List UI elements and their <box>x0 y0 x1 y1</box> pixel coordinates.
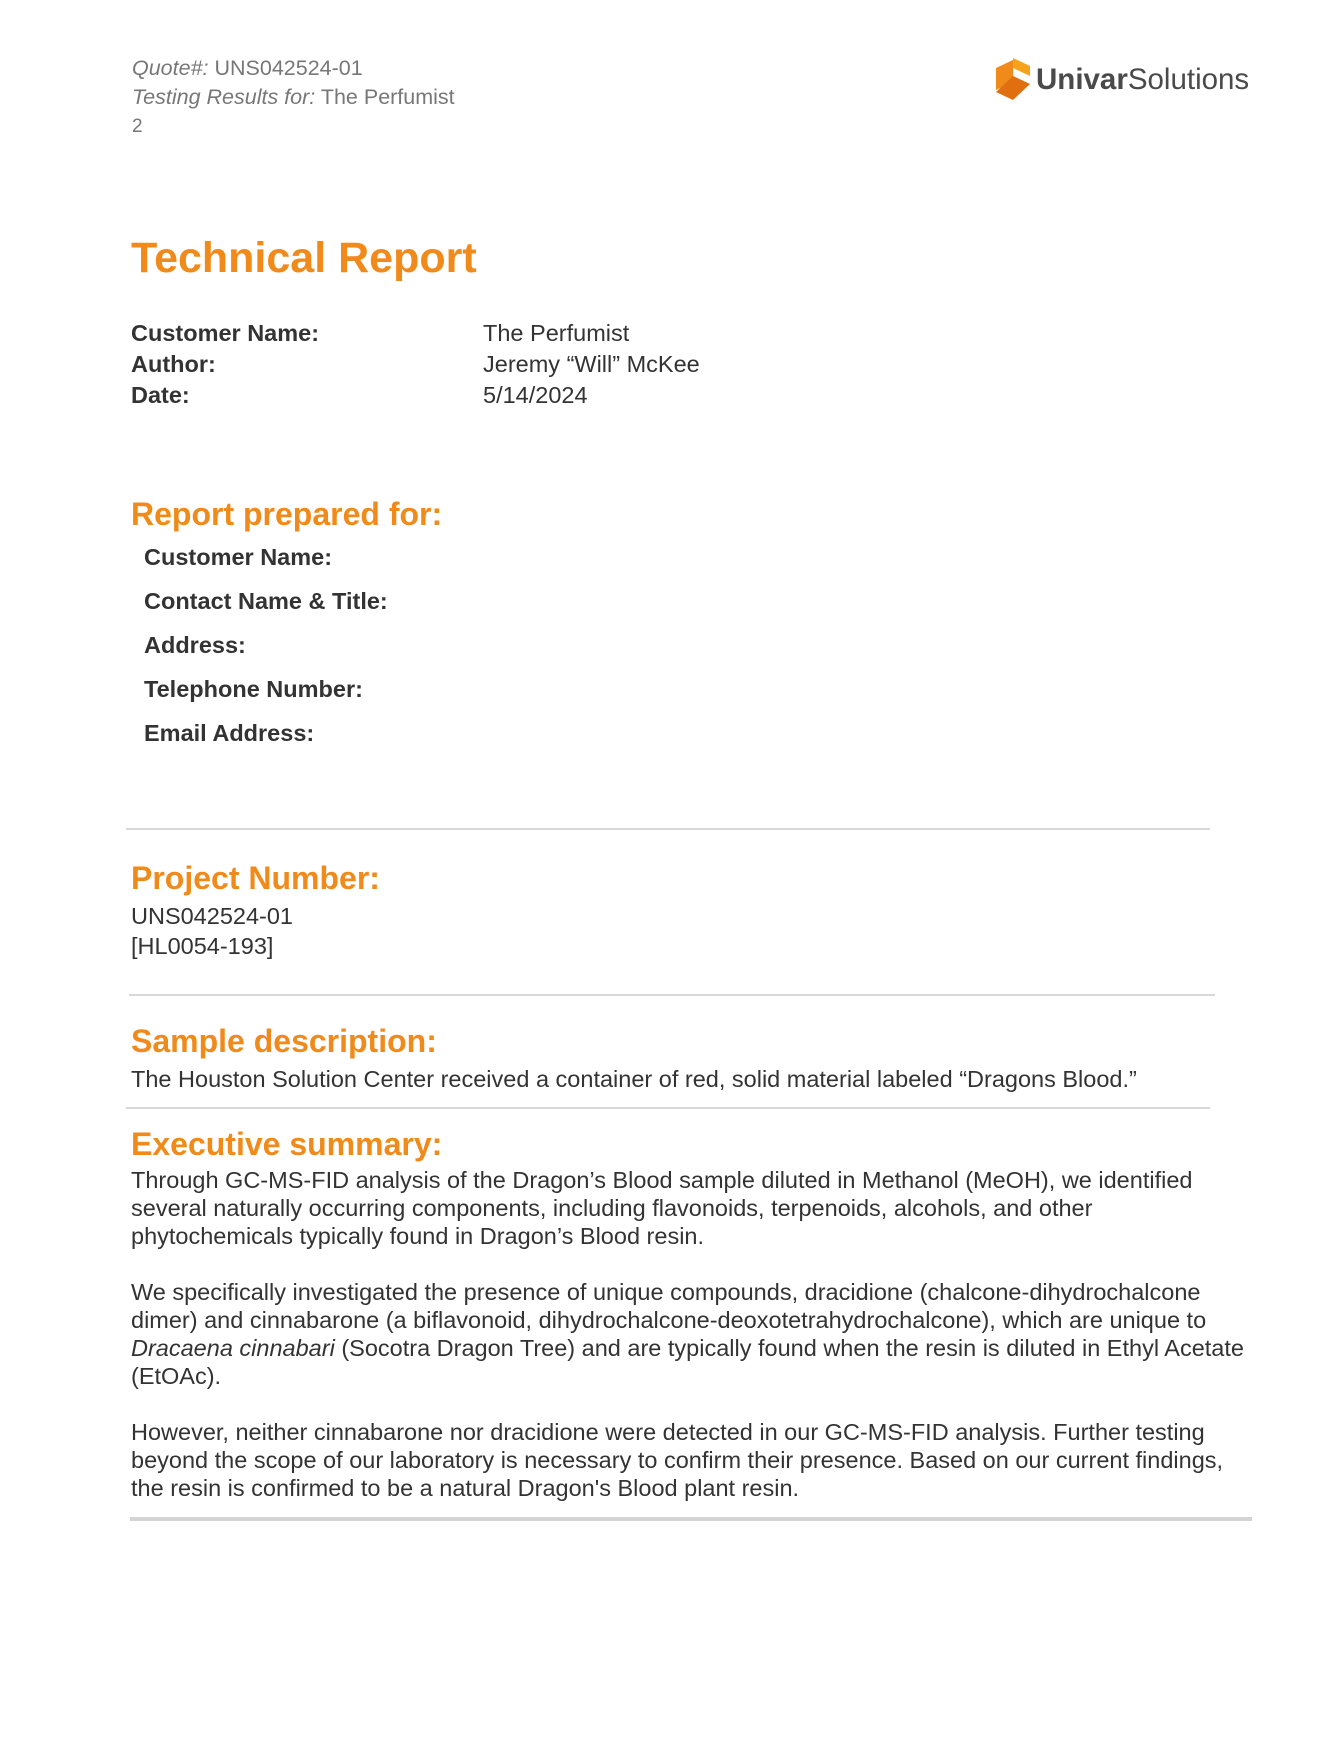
page-title: Technical Report <box>131 234 477 282</box>
prepared-field: Telephone Number: <box>144 676 363 702</box>
prepared-heading: Report prepared for: <box>131 496 443 532</box>
prepared-field: Contact Name & Title: <box>144 588 388 614</box>
divider <box>129 994 1215 996</box>
logo-wordmark: UnivarSolutions <box>1036 63 1250 96</box>
divider-thick <box>130 1517 1252 1521</box>
summary-paragraph: We specifically investigated the presence of unique compounds, dracidione (chalcone-dihydrochalcone dimer) and cinnabarone (a biflavonoid, dihydrochalcone-deoxotetrahydrochalcone), which are unique to Dracaena cinnabari (Socotra Dragon Tree) and are typically found when the resin is diluted in Ethyl Acetate (EtOAc). <box>131 1279 1244 1389</box>
prepared-field: Email Address: <box>144 720 315 746</box>
project-number: UNS042524-01 <box>131 903 293 929</box>
summary-body <box>131 1166 1249 1502</box>
report-meta <box>131 318 700 411</box>
summary-heading: Executive summary: <box>131 1126 443 1162</box>
project-code: [HL0054-193] <box>131 933 274 959</box>
project-heading: Project Number: <box>131 860 380 896</box>
page-number: 2 <box>132 116 143 137</box>
univar-cube-icon <box>996 58 1030 100</box>
summary-paragraph: Through GC-MS-FID analysis of the Dragon’s Blood sample diluted in Methanol (MeOH), we identified several naturally occurring components, including flavonoids, terpenoids, alcohols, and other phytochemicals typically found in Dragon’s Blood resin. <box>131 1167 1193 1249</box>
divider <box>126 1107 1210 1109</box>
prepared-field: Customer Name: <box>144 544 333 570</box>
divider <box>126 828 1210 830</box>
meta-row: Date: 5/14/2024 <box>131 382 588 408</box>
sample-text: The Houston Solution Center received a container of red, solid material labeled “Dragons Blood.” <box>131 1066 1137 1092</box>
quote-line: Quote#: UNS042524-01 <box>132 56 363 80</box>
prepared-fields <box>144 544 388 764</box>
univar-logo <box>996 58 1250 106</box>
sample-heading: Sample description: <box>131 1023 437 1059</box>
prepared-field: Address: <box>144 632 246 658</box>
testing-line: Testing Results for: The Perfumist <box>132 85 455 109</box>
page-header <box>132 54 455 141</box>
meta-row: Customer Name: The Perfumist <box>131 320 630 346</box>
summary-paragraph: However, neither cinnabarone nor dracidione were detected in our GC-MS-FID analysis. Further testing beyond the scope of our laboratory is necessary to confirm their presence. Based on our current findings, the resin is confirmed to be a natural Dragon's Blood plant resin. <box>131 1419 1224 1501</box>
meta-row: Author: Jeremy “Will” McKee <box>131 351 700 377</box>
project-number-block <box>131 901 293 961</box>
